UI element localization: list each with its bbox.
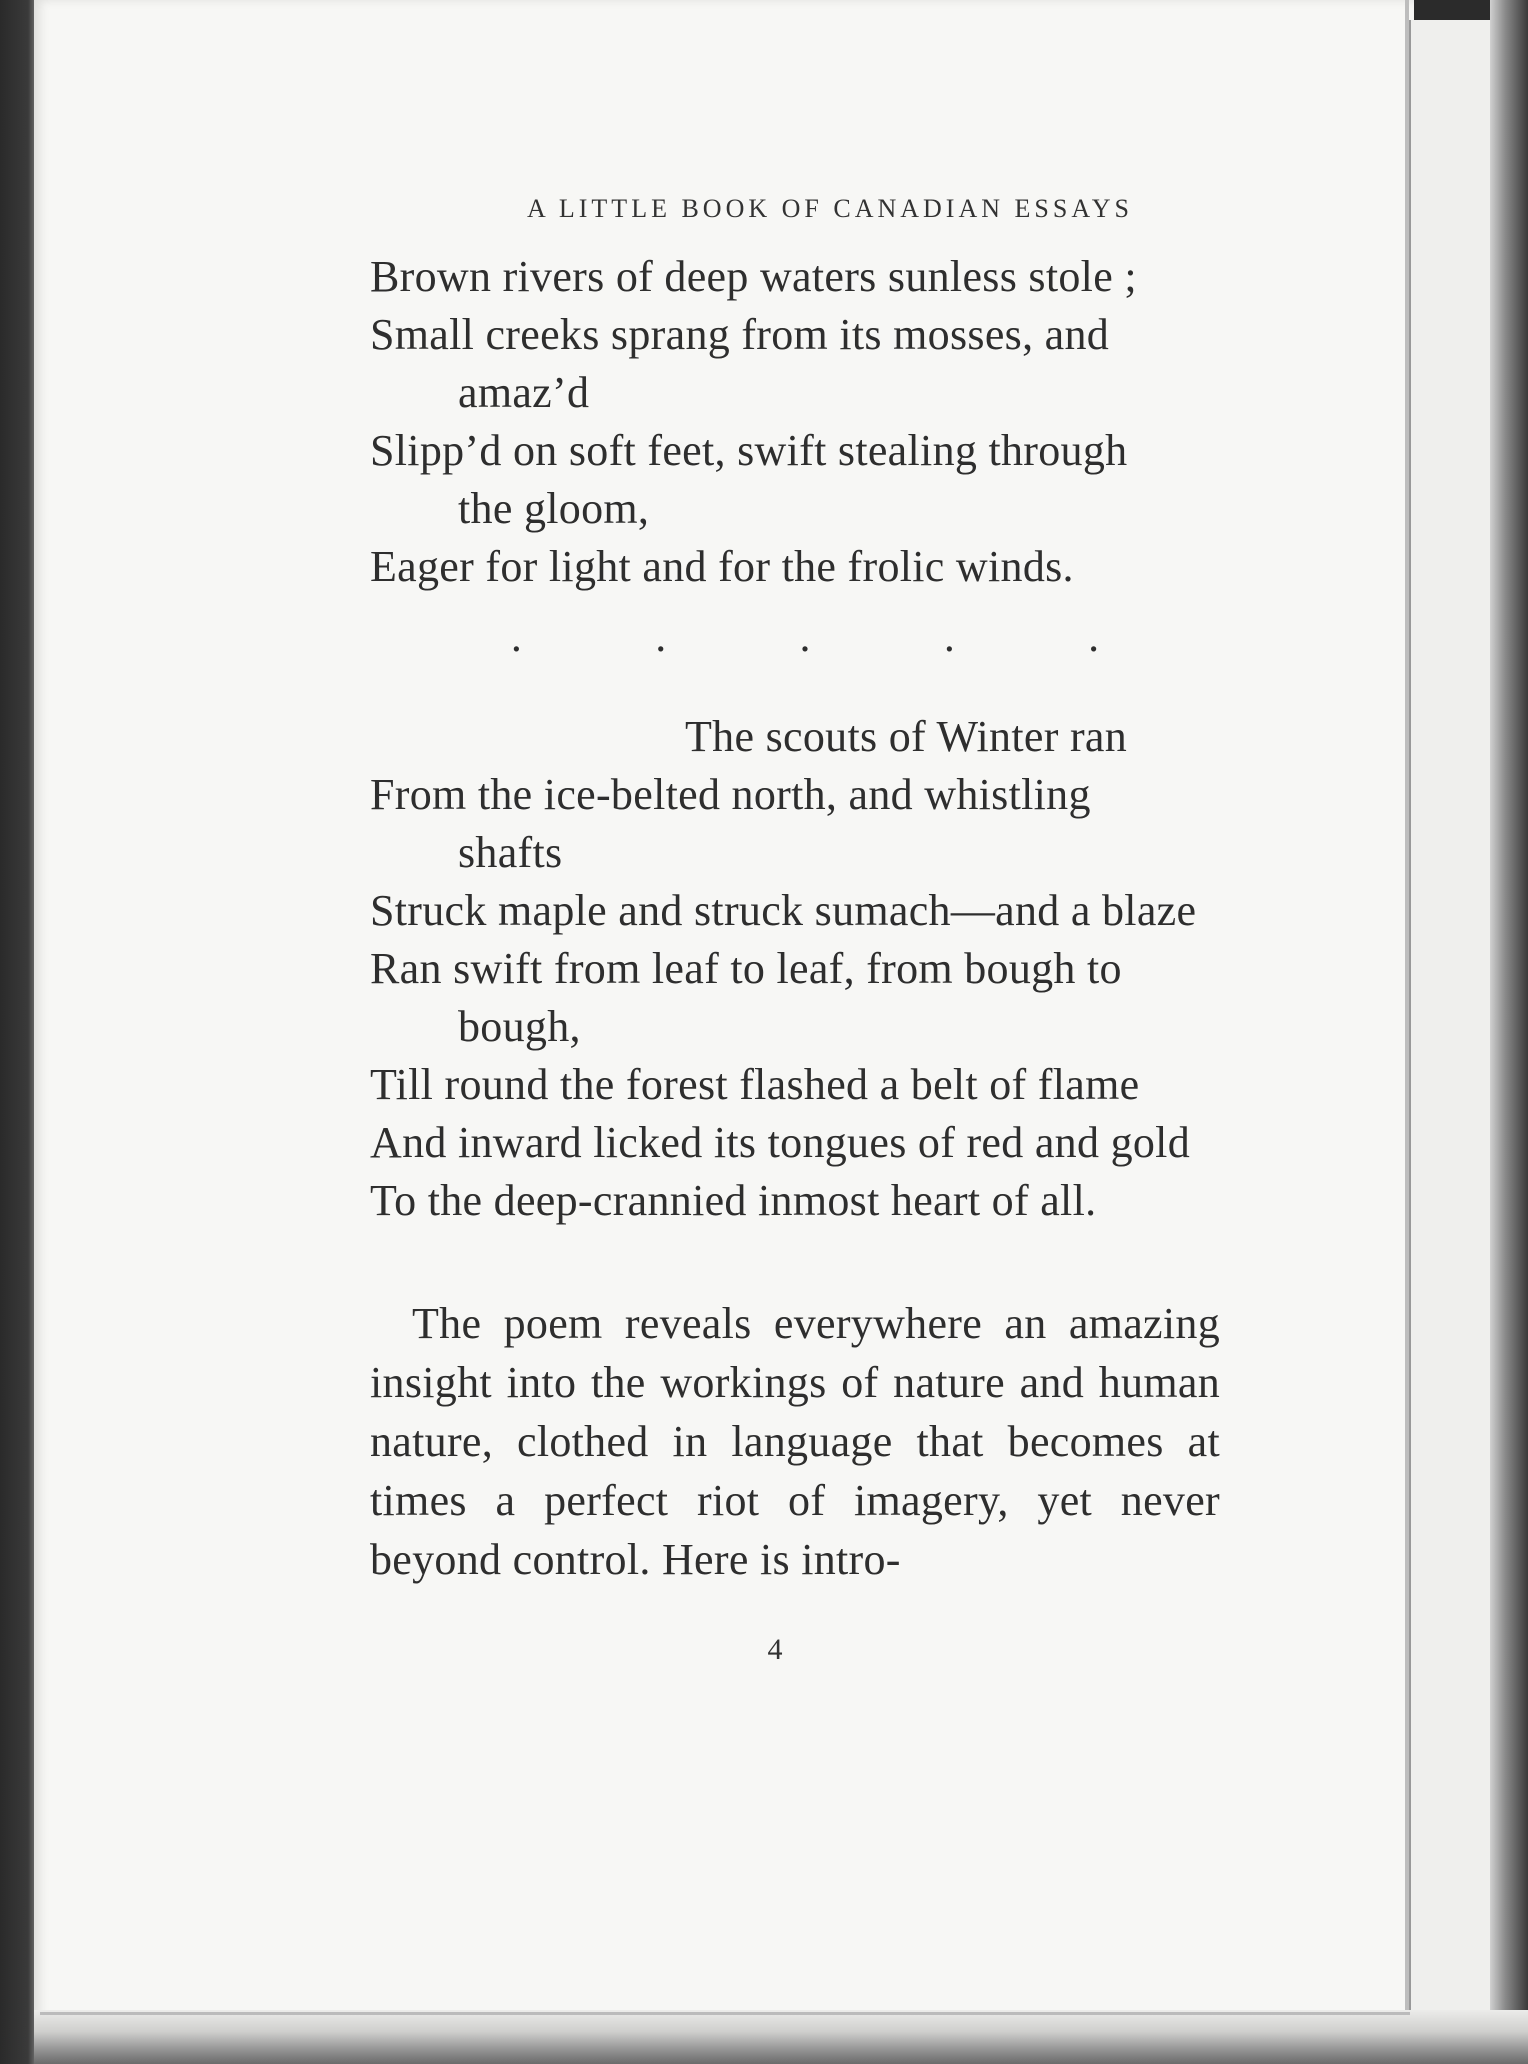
ellipsis-dot: . xyxy=(510,615,523,661)
verse-line: Slipp’d on soft feet, swift stealing through xyxy=(370,426,1128,475)
verse-line-continuation: bough, xyxy=(458,1002,581,1051)
verse-line: And inward licked its tongues of red and gold xyxy=(370,1118,1191,1167)
verse-line: Small creeks sprang from its mosses, and xyxy=(370,310,1110,359)
verse-half-line: The scouts of Winter ran xyxy=(685,712,1128,761)
stanza-break-dots xyxy=(510,615,1100,678)
ellipsis-dot: . xyxy=(654,615,668,661)
running-head: A LITTLE BOOK OF CANADIAN ESSAYS xyxy=(527,194,1133,223)
verse-line: Ran swift from leaf to leaf, from bough to xyxy=(370,944,1122,993)
verse-line: Eager for light and for the frolic winds. xyxy=(370,542,1074,591)
scan-background-right xyxy=(1490,0,1528,2064)
ellipsis-dot: . xyxy=(942,615,956,661)
ellipsis-dot: . xyxy=(1087,615,1100,661)
ellipsis-dot: . xyxy=(798,615,812,661)
verse-line-continuation: shafts xyxy=(458,828,563,877)
verse-line: To the deep-crannied inmost heart of all. xyxy=(370,1176,1097,1225)
verse-line-continuation: amaz’d xyxy=(458,368,590,417)
prose-paragraph: The poem reveals everywhere an amazing insight into the workings of nature and human nature, clothed in language that becomes at times a perfect riot of imagery, yet never beyond control. Here is intro- xyxy=(370,1299,1220,1584)
page-number: 4 xyxy=(767,1633,783,1666)
verse-line: Struck maple and struck sumach—and a blaze xyxy=(370,886,1197,935)
stanza-gap xyxy=(370,678,1240,708)
page-bottom-line xyxy=(40,2012,1410,2015)
verse-stanza-1 xyxy=(370,248,1240,596)
page-bottom-edge xyxy=(34,2010,1528,2064)
verse-stanza-2 xyxy=(370,708,1240,1230)
verse-line: Brown rivers of deep waters sunless stole ; xyxy=(370,252,1137,301)
verse-line: Till round the forest flashed a belt of flame xyxy=(370,1060,1140,1109)
page-text-block xyxy=(370,180,1240,1667)
verse-line: From the ice-belted north, and whistling xyxy=(370,770,1091,819)
verse-line-continuation: the gloom, xyxy=(458,484,650,533)
